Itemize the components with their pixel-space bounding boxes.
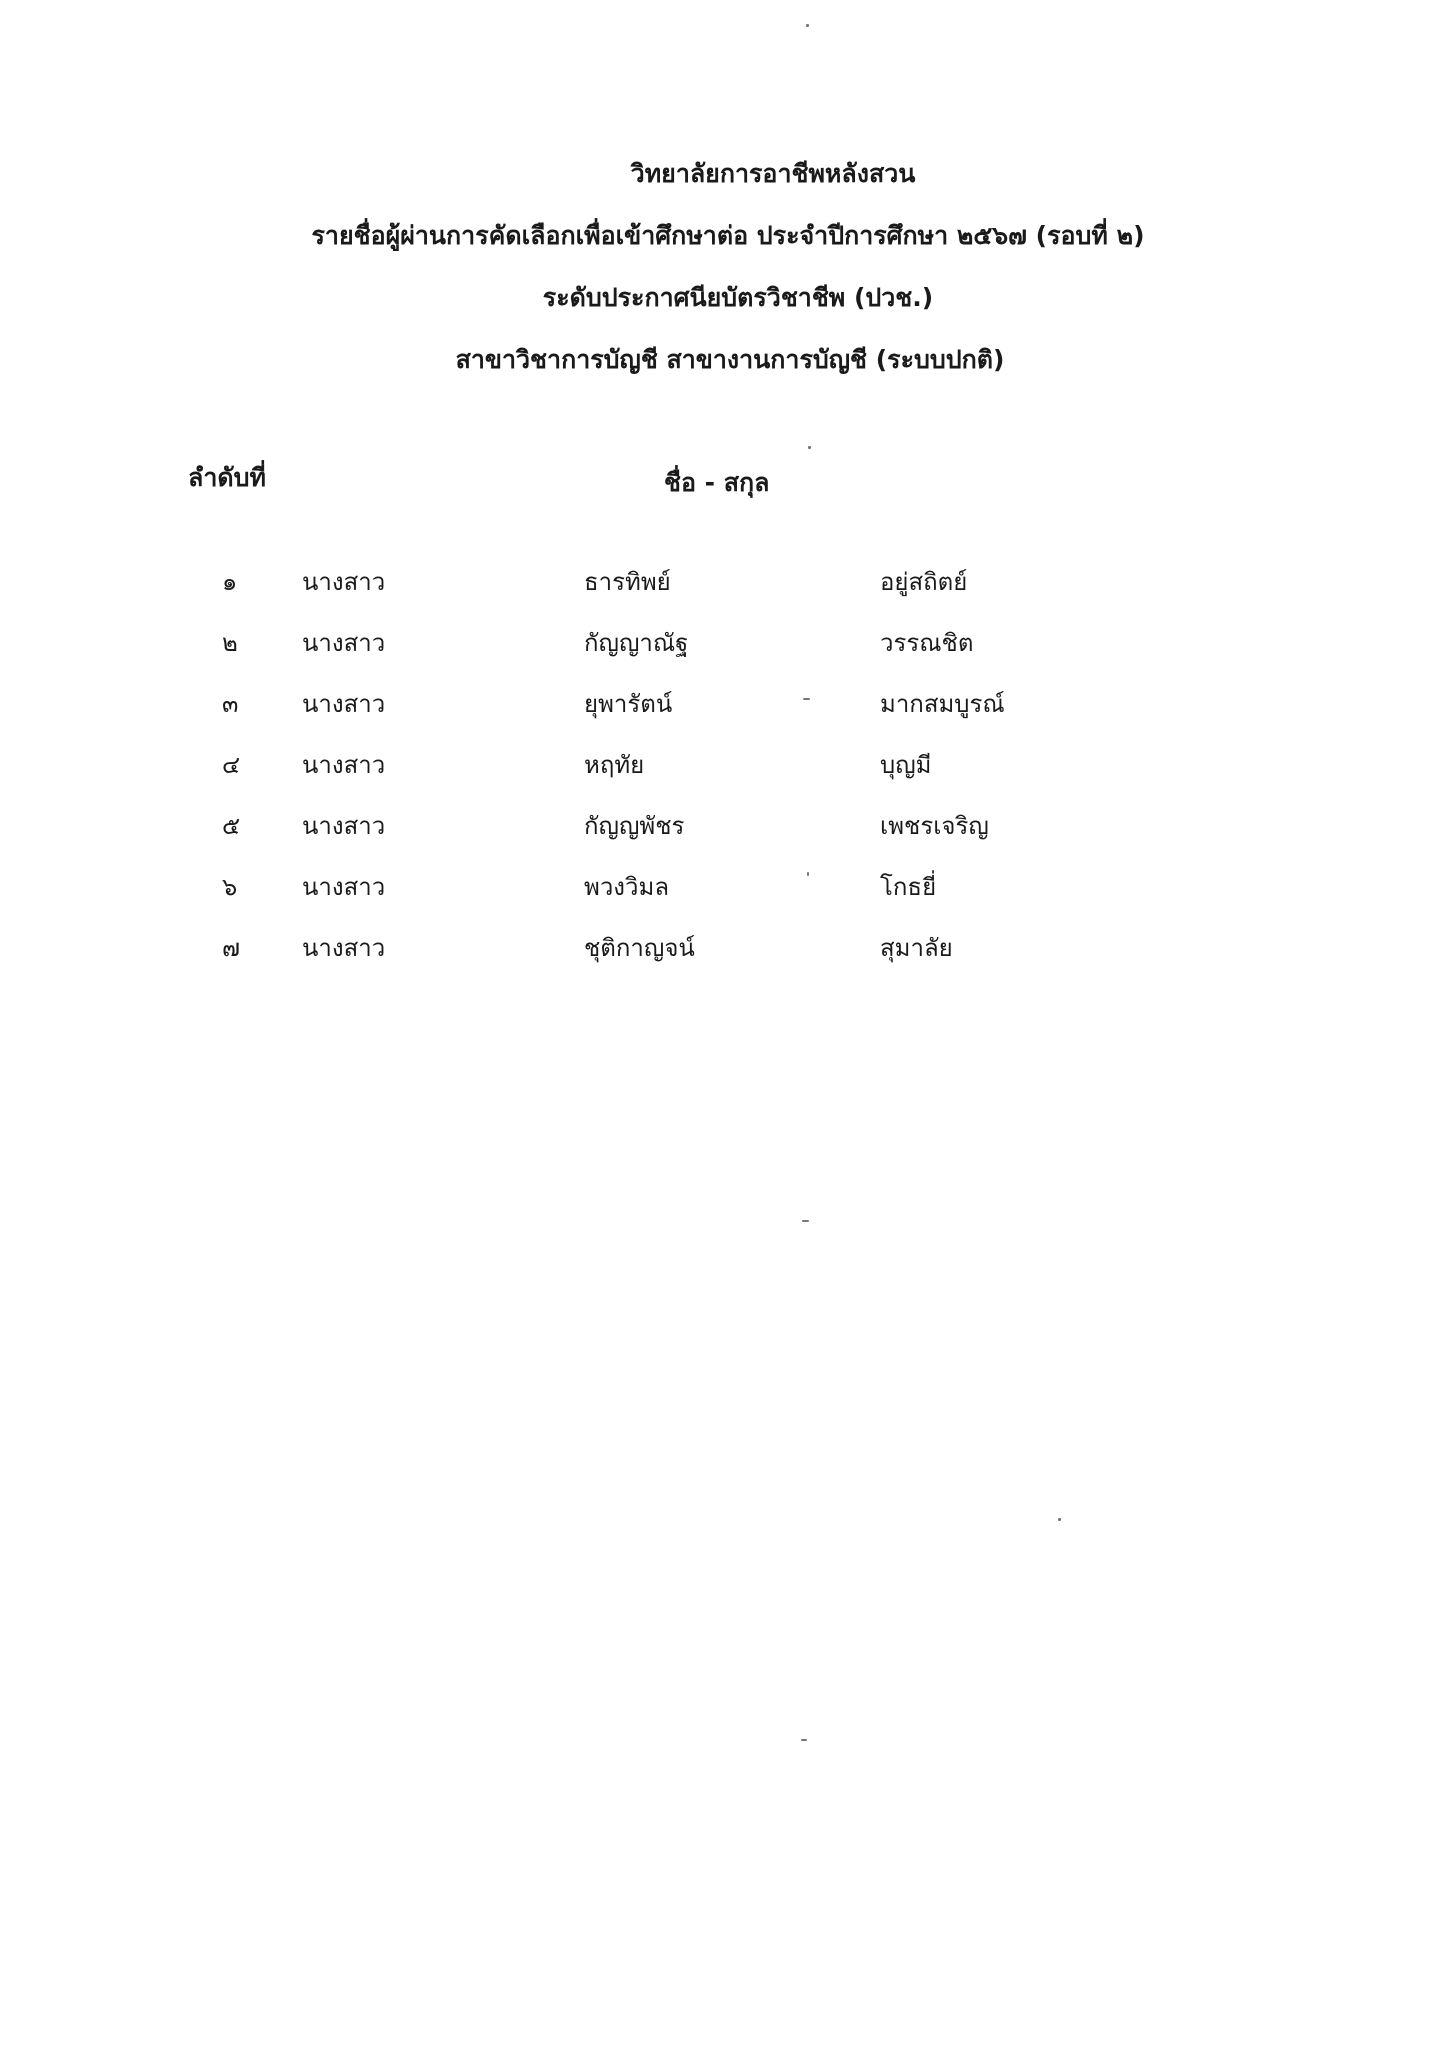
row-number: ๖ [222, 873, 238, 901]
first-name: ธารทิพย์ [584, 568, 671, 596]
table-row [0, 871, 1456, 932]
order-column-header: ลำดับที่ [188, 463, 266, 492]
announcement-title: รายชื่อผู้ผ่านการคัดเลือกเพื่อเข้าศึกษาต่อ ประจำปีการศึกษา ๒๕๖๗ (รอบที่ ๒) [311, 221, 1145, 250]
table-row [0, 566, 1456, 627]
first-name: ชุติกาญจน์ [584, 934, 695, 962]
table-row [0, 810, 1456, 871]
name-title: นางสาว [302, 812, 386, 840]
education-level: ระดับประกาศนียบัตรวิชาชีพ (ปวช.) [542, 283, 934, 312]
table-row [0, 749, 1456, 810]
name-column-header: ชื่อ - สกุล [664, 468, 770, 497]
college-name: วิทยาลัยการอาชีพหลังสวน [630, 159, 916, 188]
last-name: อยู่สถิตย์ [880, 568, 968, 596]
scan-speck [806, 24, 809, 27]
first-name: พวงวิมล [584, 873, 670, 901]
student-list [0, 566, 1456, 993]
scan-speck [807, 872, 809, 876]
scan-speck [1058, 1518, 1061, 1521]
name-title: นางสาว [302, 568, 386, 596]
scan-speck [802, 1220, 809, 1222]
row-number: ๒ [222, 629, 238, 657]
last-name: เพชรเจริญ [880, 812, 989, 840]
row-number: ๔ [222, 751, 241, 779]
last-name: บุญมี [880, 751, 932, 779]
row-number: ๗ [222, 934, 241, 962]
table-row [0, 688, 1456, 749]
scan-speck [803, 698, 810, 700]
row-number: ๑ [222, 568, 238, 596]
first-name: หฤทัย [584, 751, 645, 779]
scan-speck [808, 446, 811, 449]
last-name: สุมาลัย [880, 934, 953, 962]
name-title: นางสาว [302, 690, 386, 718]
last-name: วรรณชิต [880, 629, 974, 657]
program-name: สาขาวิชาการบัญชี สาขางานการบัญชี (ระบบปกติ) [455, 345, 1005, 374]
name-title: นางสาว [302, 873, 386, 901]
last-name: โกธยี่ [880, 873, 937, 901]
first-name: กัญญาณัฐ [584, 629, 689, 657]
table-row [0, 932, 1456, 993]
name-title: นางสาว [302, 934, 386, 962]
document-heading [0, 158, 1456, 406]
table-row [0, 627, 1456, 688]
first-name: ยุพารัตน์ [584, 690, 673, 718]
name-title: นางสาว [302, 751, 386, 779]
last-name: มากสมบูรณ์ [880, 690, 1005, 718]
scan-speck [801, 1739, 807, 1741]
row-number: ๓ [222, 690, 239, 718]
row-number: ๕ [222, 812, 241, 840]
first-name: กัญญพัชร [584, 812, 685, 840]
name-title: นางสาว [302, 629, 386, 657]
